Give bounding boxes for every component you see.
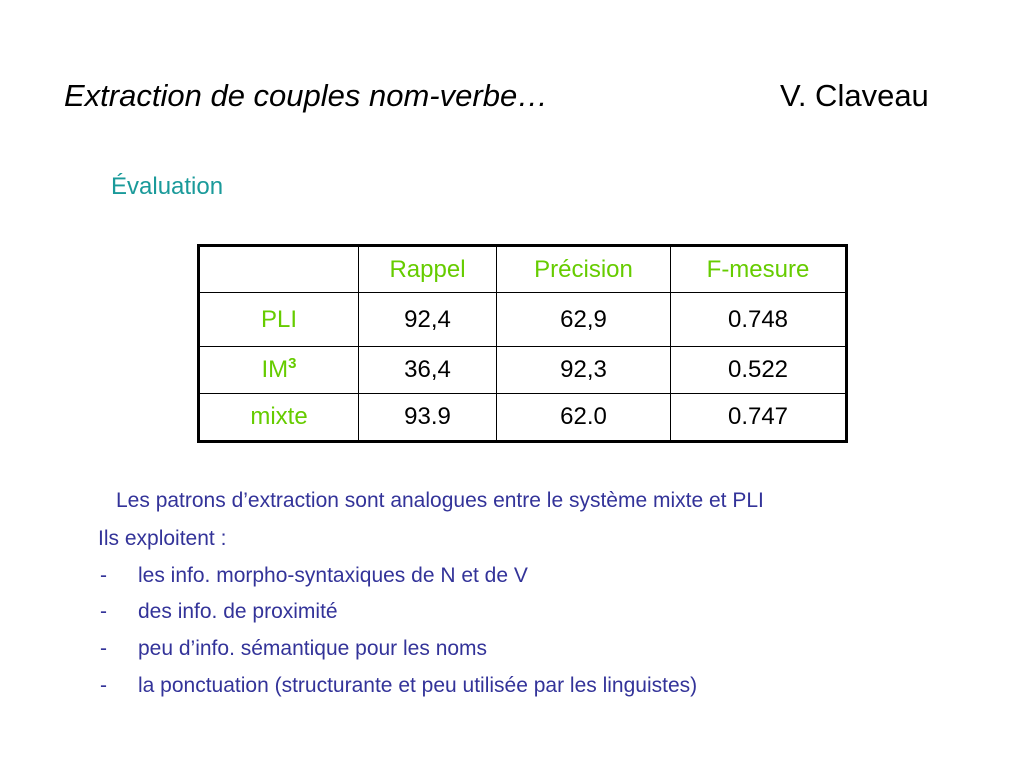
slide-title: Extraction de couples nom-verbe… — [64, 78, 549, 113]
bullet-item — [100, 600, 338, 624]
f-mesure-cell: 0.522 — [671, 347, 847, 394]
table-header-row — [199, 246, 847, 293]
row-label-text: IM — [261, 356, 289, 383]
row-label — [199, 394, 359, 442]
table-row — [199, 347, 847, 394]
table-row — [199, 293, 847, 347]
row-label-superscript: 3 — [288, 355, 297, 372]
section-heading: Évaluation — [111, 173, 224, 200]
header-cell-f-mesure: F-mesure — [671, 246, 847, 293]
bullet-item — [100, 674, 697, 698]
bullet-text: les info. morpho-syntaxiques de N et de V — [138, 564, 528, 587]
summary-line: Les patrons d’extraction sont analogues entre le système mixte et PLI — [116, 489, 764, 512]
rappel-cell: 36,4 — [359, 347, 497, 394]
header-cell-empty — [199, 246, 359, 293]
table-row — [199, 394, 847, 442]
bullet-text: peu d’info. sémantique pour les noms — [138, 637, 488, 660]
precision-cell: 62.0 — [497, 394, 671, 442]
precision-cell: 92,3 — [497, 347, 671, 394]
f-mesure-cell: 0.748 — [671, 293, 847, 347]
header-cell-precision: Précision — [497, 246, 671, 293]
intro-line: Ils exploitent : — [98, 527, 227, 550]
bullet-dash: - — [100, 637, 107, 660]
row-label-text: PLI — [260, 305, 298, 333]
precision-cell: 62,9 — [497, 293, 671, 347]
row-label-text: mixte — [250, 403, 308, 430]
header-cell-rappel: Rappel — [359, 246, 497, 293]
results-table — [197, 244, 848, 443]
bullet-dash: - — [100, 674, 107, 697]
row-label — [199, 293, 359, 347]
bullet-text: la ponctuation (structurante et peu utilisée par les linguistes) — [138, 674, 698, 697]
slide-author: V. Claveau — [780, 78, 929, 113]
bullet-item — [100, 564, 528, 588]
rappel-cell: 93.9 — [359, 394, 497, 442]
f-mesure-cell: 0.747 — [671, 394, 847, 442]
bullet-dash: - — [100, 564, 107, 587]
bullet-text: des info. de proximité — [138, 600, 338, 623]
bullet-item — [100, 637, 487, 661]
rappel-cell: 92,4 — [359, 293, 497, 347]
row-label — [199, 347, 359, 394]
bullet-dash: - — [100, 600, 107, 623]
